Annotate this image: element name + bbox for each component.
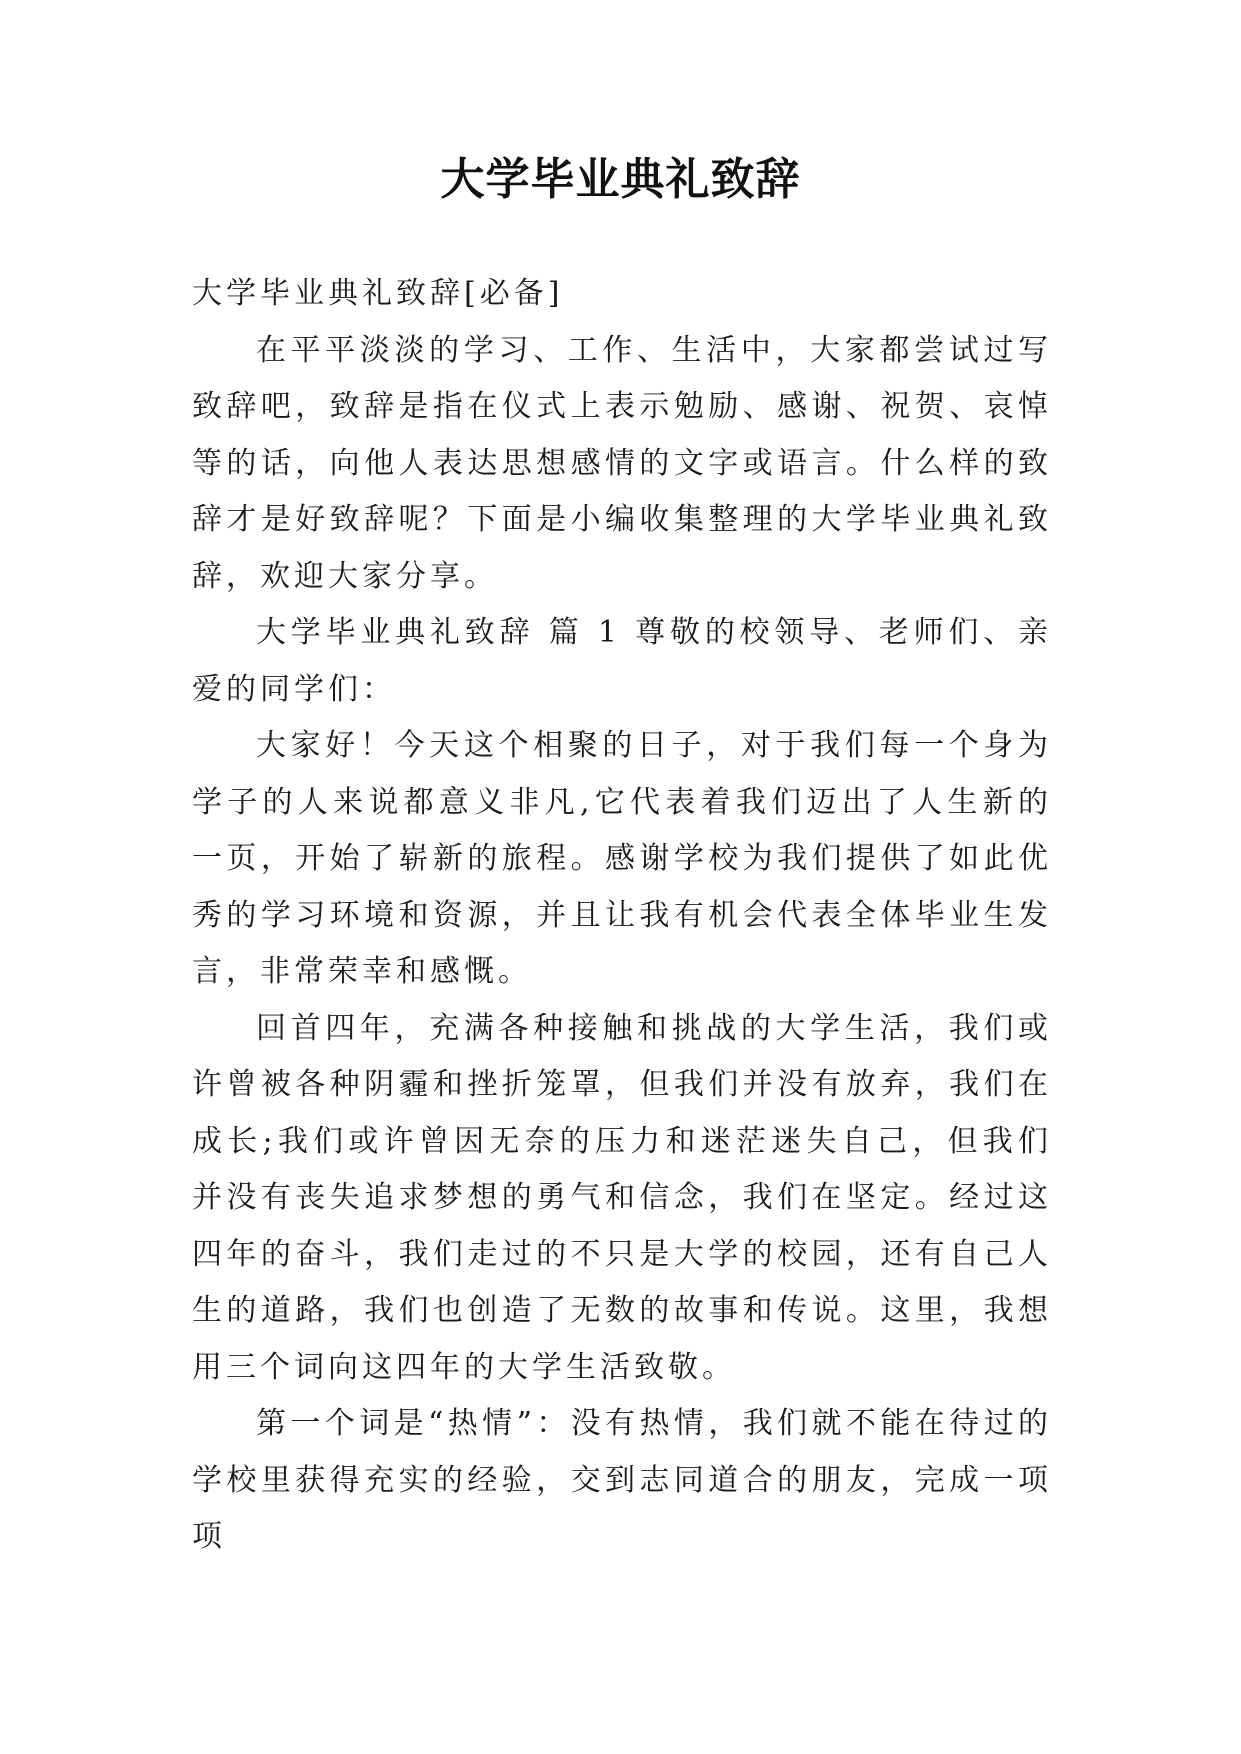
paragraph-intro: 在平平淡淡的学习、工作、生活中，大家都尝试过写致辞吧，致辞是指在仪式上表示勉励、感谢、祝贺、哀悼等的话，向他人表达思想感情的文字或语言。什么样的致辞才是好致辞呢？下面是小编收集整理的大学毕业典礼致辞，欢迎大家分享。 xyxy=(192,332,1052,594)
paragraph-greeting-salutation: 大学毕业典礼致辞 篇 1 尊敬的校领导、老师们、亲爱的同学们： xyxy=(192,615,1052,707)
paragraph-reflection: 回首四年，充满各种接触和挑战的大学生活，我们或许曾被各种阴霾和挫折笼罩，但我们并没有放弃，我们在成长;我们或许曾因无奈的压力和迷茫迷失自己，但我们并没有丧失追求梦想的勇气和信念，我们在坚定。经过这四年的奋斗，我们走过的不只是大学的校园，还有自己人生的道路，我们也创造了无数的故事和传说。这里，我想用三个词向这四年的大学生活致敬。 xyxy=(192,1010,1052,1385)
paragraph-greeting: 大家好！今天这个相聚的日子，对于我们每一个身为学子的人来说都意义非凡,它代表着我们迈出了人生新的一页，开始了崭新的旅程。感谢学校为我们提供了如此优秀的学习环境和资源，并且让我有机会代表全体毕业生发言，非常荣幸和感慨。 xyxy=(192,728,1052,989)
document-subtitle: 大学毕业典礼致辞[必备] xyxy=(192,276,564,311)
document-title: 大学毕业典礼致辞 xyxy=(440,154,801,205)
document-body xyxy=(192,266,1052,1566)
paragraph-first-word: 第一个词是“热情”：没有热情，我们就不能在待过的学校里获得充实的经验，交到志同道合的朋友，完成一项项 xyxy=(192,1406,1052,1554)
